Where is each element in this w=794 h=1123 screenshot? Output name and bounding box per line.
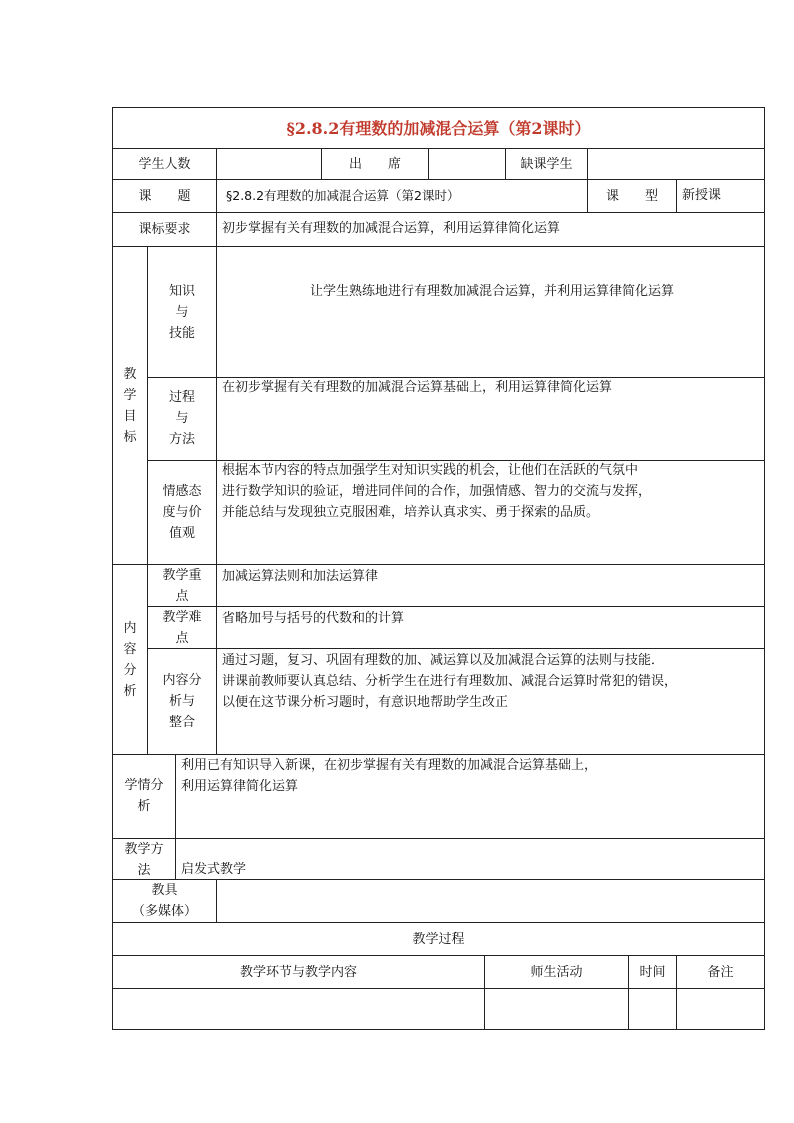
text-line: 利用已有知识导入新课，在初步掌握有关有理数的加减混合运算基础上， <box>181 758 598 773</box>
label-line: 教学方 <box>124 842 164 857</box>
absent-students-value <box>588 149 764 179</box>
process-methods-value: 在初步掌握有关有理数的加减混合运算基础上，利用运算律简化运算 <box>222 380 613 395</box>
rule <box>147 606 765 607</box>
label-line: 技能 <box>168 326 195 341</box>
process-content-cell <box>113 989 484 1029</box>
label-line: 过程 <box>168 390 195 405</box>
difficulty-label <box>148 607 216 649</box>
text-line: 通过习题，复习、巩固有理数的加、减运算以及加减混合运算的法则与技能． <box>222 653 665 668</box>
integration-label <box>148 670 216 733</box>
rule <box>112 246 765 247</box>
attendance-value <box>429 149 505 179</box>
lesson-type-value: 新授课 <box>682 188 722 203</box>
label-line: 与 <box>175 305 189 320</box>
label-char: 内 <box>123 620 137 636</box>
lesson-type-label: 课 型 <box>605 188 658 204</box>
label-line: 点 <box>175 589 189 604</box>
knowledge-skills-value: 让学生熟练地进行有理数加减混合运算，并利用运算律简化运算 <box>309 284 674 299</box>
column-header-activity: 师生活动 <box>530 964 583 980</box>
standard-value: 初步掌握有关有理数的加减混合运算，利用运算律简化运算 <box>222 221 561 236</box>
column-header-content: 教学环节与教学内容 <box>239 964 357 980</box>
student-analysis-text <box>181 755 761 797</box>
emotion-values-text <box>222 460 762 523</box>
students-count-label: 学生人数 <box>138 156 191 172</box>
teaching-method-value: 启发式教学 <box>181 862 247 877</box>
border-bottom <box>112 1029 765 1030</box>
label-line: （多媒体） <box>131 904 197 919</box>
text-line: 以便在这节课分析习题时，有意识地帮助学生改正 <box>222 695 509 710</box>
label-char: 析 <box>123 683 137 699</box>
label-char: 分 <box>123 662 137 678</box>
border-right <box>764 107 765 1030</box>
process-notes-cell <box>677 989 764 1029</box>
difficulty-value: 省略加号与括号的代数和的计算 <box>222 611 405 626</box>
attendance-label: 出 席 <box>348 156 401 172</box>
column-header-time: 时间 <box>639 964 666 980</box>
label-line: 值观 <box>168 526 195 541</box>
label-char: 教 <box>123 366 137 382</box>
label-char: 目 <box>123 408 137 424</box>
objectives-section-label <box>113 247 147 564</box>
rule <box>676 179 677 212</box>
topic-value: §2.8.2有理数的加减混合运算（第2课时） <box>226 188 460 203</box>
label-char: 容 <box>123 641 137 657</box>
column-header-notes: 备注 <box>707 964 734 980</box>
rule <box>147 648 765 649</box>
text-line: 讲课前教师要认真总结、分析学生在进行有理数加、减混合运算时常犯的错误， <box>222 674 678 689</box>
rule <box>112 838 765 839</box>
absent-students-label: 缺课学生 <box>520 156 573 172</box>
student-analysis-label <box>113 775 175 817</box>
key-point-label <box>148 565 216 607</box>
page-title: §2.8.2有理数的加减混合运算（第2课时） <box>286 118 591 138</box>
rule <box>175 754 176 879</box>
label-line: 内容分 <box>162 673 202 688</box>
label-line: 点 <box>175 631 189 646</box>
topic-label: 课 题 <box>138 188 191 204</box>
rule <box>216 246 217 754</box>
label-line: 析 <box>137 799 151 814</box>
teaching-method-label <box>113 839 175 881</box>
process-activity-cell <box>485 989 628 1029</box>
content-analysis-section-label <box>113 565 147 754</box>
label-char: 标 <box>123 429 137 445</box>
label-line: 析与 <box>168 694 195 709</box>
label-line: 与 <box>175 411 189 426</box>
label-line: 知识 <box>168 284 195 299</box>
standard-label: 课标要求 <box>138 222 191 237</box>
label-line: 教具 <box>151 883 178 898</box>
key-point-value: 加减运算法则和加法运算律 <box>222 569 379 584</box>
text-line: 并能总结与发现独立克服困难，培养认真求实、勇于探索的品质。 <box>222 505 600 520</box>
label-line: 学情分 <box>124 778 164 793</box>
knowledge-skills-label <box>148 281 216 344</box>
text-line: 进行数学知识的验证，增进同伴间的合作，加强情感、智力的交流与发挥， <box>222 484 652 499</box>
label-line: 法 <box>137 863 151 878</box>
label-line: 整合 <box>168 715 195 730</box>
text-line: 利用运算律简化运算 <box>181 779 299 794</box>
process-methods-label <box>148 387 216 450</box>
integration-text <box>222 650 762 713</box>
emotion-values-label <box>148 481 216 544</box>
teaching-tools-label <box>113 880 216 922</box>
label-line: 方法 <box>168 432 195 447</box>
label-line: 教学难 <box>162 610 202 625</box>
students-count-value <box>217 149 321 179</box>
process-time-cell <box>629 989 676 1029</box>
label-char: 学 <box>123 387 137 403</box>
label-line: 情感态 <box>162 484 202 499</box>
label-line: 教学重 <box>162 568 202 583</box>
teaching-tools-value <box>217 880 764 922</box>
teaching-process-heading: 教学过程 <box>412 931 465 947</box>
label-line: 度与价 <box>162 505 202 520</box>
text-line: 根据本节内容的特点加强学生对知识实践的机会，让他们在活跃的气氛中 <box>222 463 639 478</box>
